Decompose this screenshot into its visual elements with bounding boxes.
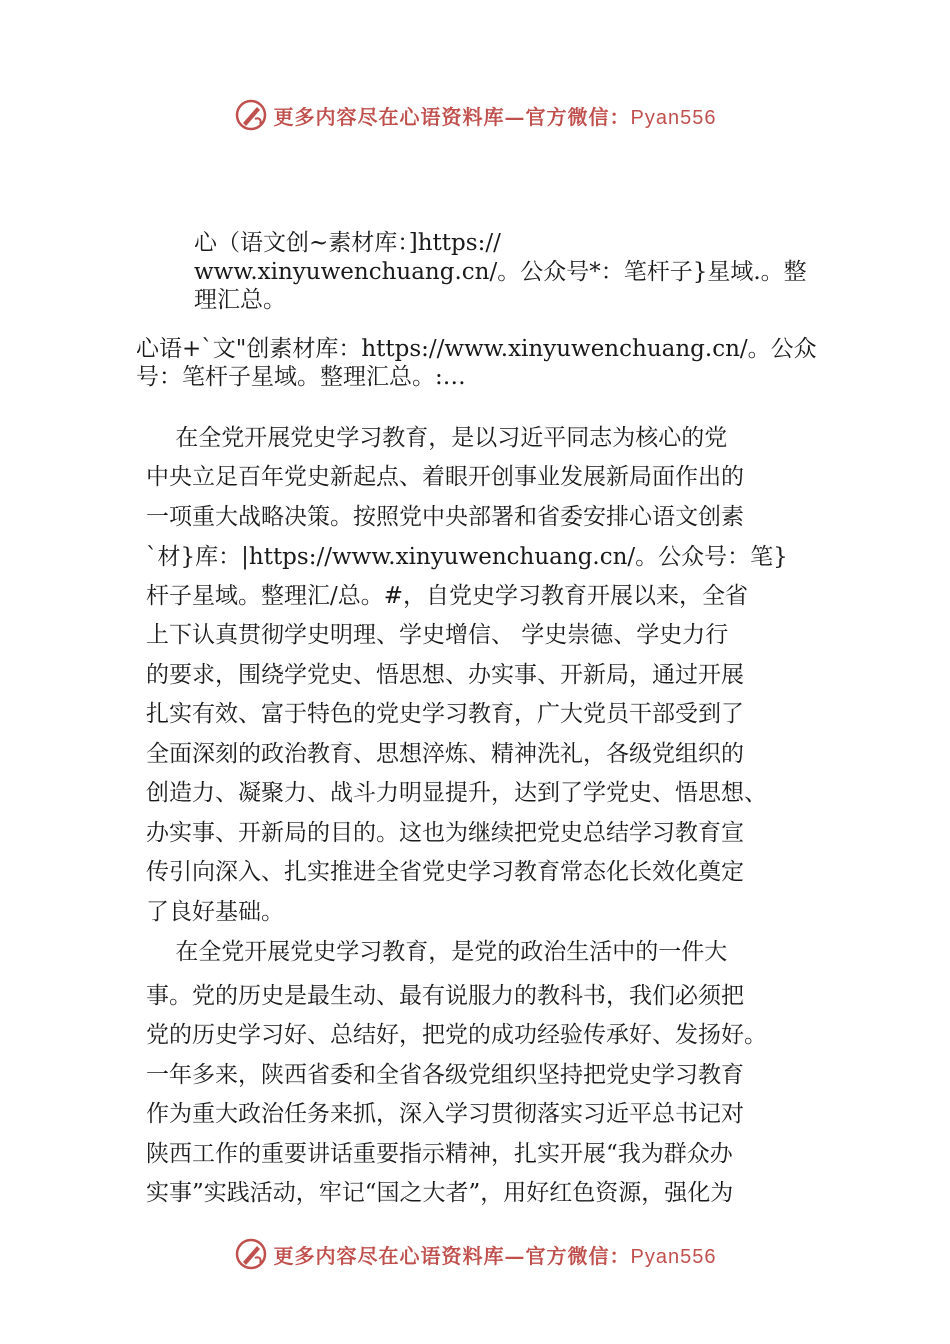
footer-banner-text: 更多内容尽在心语资料库—官方微信：Pyan556 (273, 1243, 717, 1268)
paragraph1-line: 扎实有效、富于特色的党史学习教育，广大党员干部受到了 (146, 701, 744, 727)
paragraph2-line: 一年多来，陕西省委和全省各级党组织坚持把党史学习教育 (146, 1062, 744, 1088)
paragraph1-line: 创造力、凝聚力、战斗力明显提升，达到了学党史、悟思想、 (146, 780, 767, 806)
pen-logo-icon (234, 1237, 268, 1271)
paragraph2-line: 作为重大政治任务来抓，深入学习贯彻落实习近平总书记对 (146, 1101, 744, 1127)
note-line: 理汇总。 (194, 287, 286, 313)
paragraph2-line: 在全党开展党史学习教育，是党的政治生活中的一件大 (146, 939, 728, 965)
paragraph1-line: 一项重大战略决策。按照党中央部署和省委安排心语文创素 (146, 504, 744, 530)
paragraph2-line: 实事”实践活动，牢记“国之大者”，用好红色资源，强化为 (146, 1180, 734, 1206)
paragraph2-line: 事。党的历史是最生动、最有说服力的教科书，我们必须把 (146, 983, 744, 1009)
paragraph2-line: 党的历史学习好、总结好，把党的成功经验传承好、发扬好。 (146, 1022, 767, 1048)
paragraph1-line: 在全党开展党史学习教育，是以习近平同志为核心的党 (146, 425, 728, 451)
paragraph1-line: 传引向深入、扎实推进全省党史学习教育常态化长效化奠定 (146, 859, 744, 885)
paragraph1-line: `材}库：|https://www.xinyuwenchuang.cn/。公众号：笔} (146, 544, 788, 570)
paragraph1-line: 杆子星域。整理汇/总。#，自党史学习教育开展以来，全省 (146, 583, 749, 609)
header-banner (0, 95, 950, 135)
footer-banner (0, 1234, 950, 1274)
paragraph1-line: 了良好基础。 (146, 899, 284, 925)
paragraph1-line: 办实事、开新局的目的。这也为继续把党史总结学习教育宣 (146, 820, 744, 846)
paragraph1-line: 中央立足百年党史新起点、着眼开创事业发展新局面作出的 (146, 464, 744, 490)
paragraph1-line: 全面深刻的政治教育、思想淬炼、精神洗礼，各级党组织的 (146, 741, 744, 767)
note-line: 心（语文创~素材库：]https:// (194, 230, 501, 256)
paragraph1-line: 上下认真贯彻学史明理、学史增信、 学史崇德、学史力行 (146, 622, 729, 648)
source-line: 号：笔杆子星域。整理汇总。:… (136, 364, 466, 390)
header-banner-text: 更多内容尽在心语资料库—官方微信：Pyan556 (273, 104, 717, 129)
note-line: www.xinyuwenchuang.cn/。公众号*：笔杆子}星域.。整 (194, 259, 807, 285)
paragraph2-line: 陕西工作的重要讲话重要指示精神，扎实开展“我为群众办 (146, 1141, 733, 1167)
paragraph1-line: 的要求，围绕学党史、悟思想、办实事、开新局，通过开展 (146, 662, 744, 688)
source-line: 心语+`文"创素材库：https://www.xinyuwenchuang.cn/。公众 (136, 336, 817, 362)
pen-logo-icon (234, 98, 268, 132)
